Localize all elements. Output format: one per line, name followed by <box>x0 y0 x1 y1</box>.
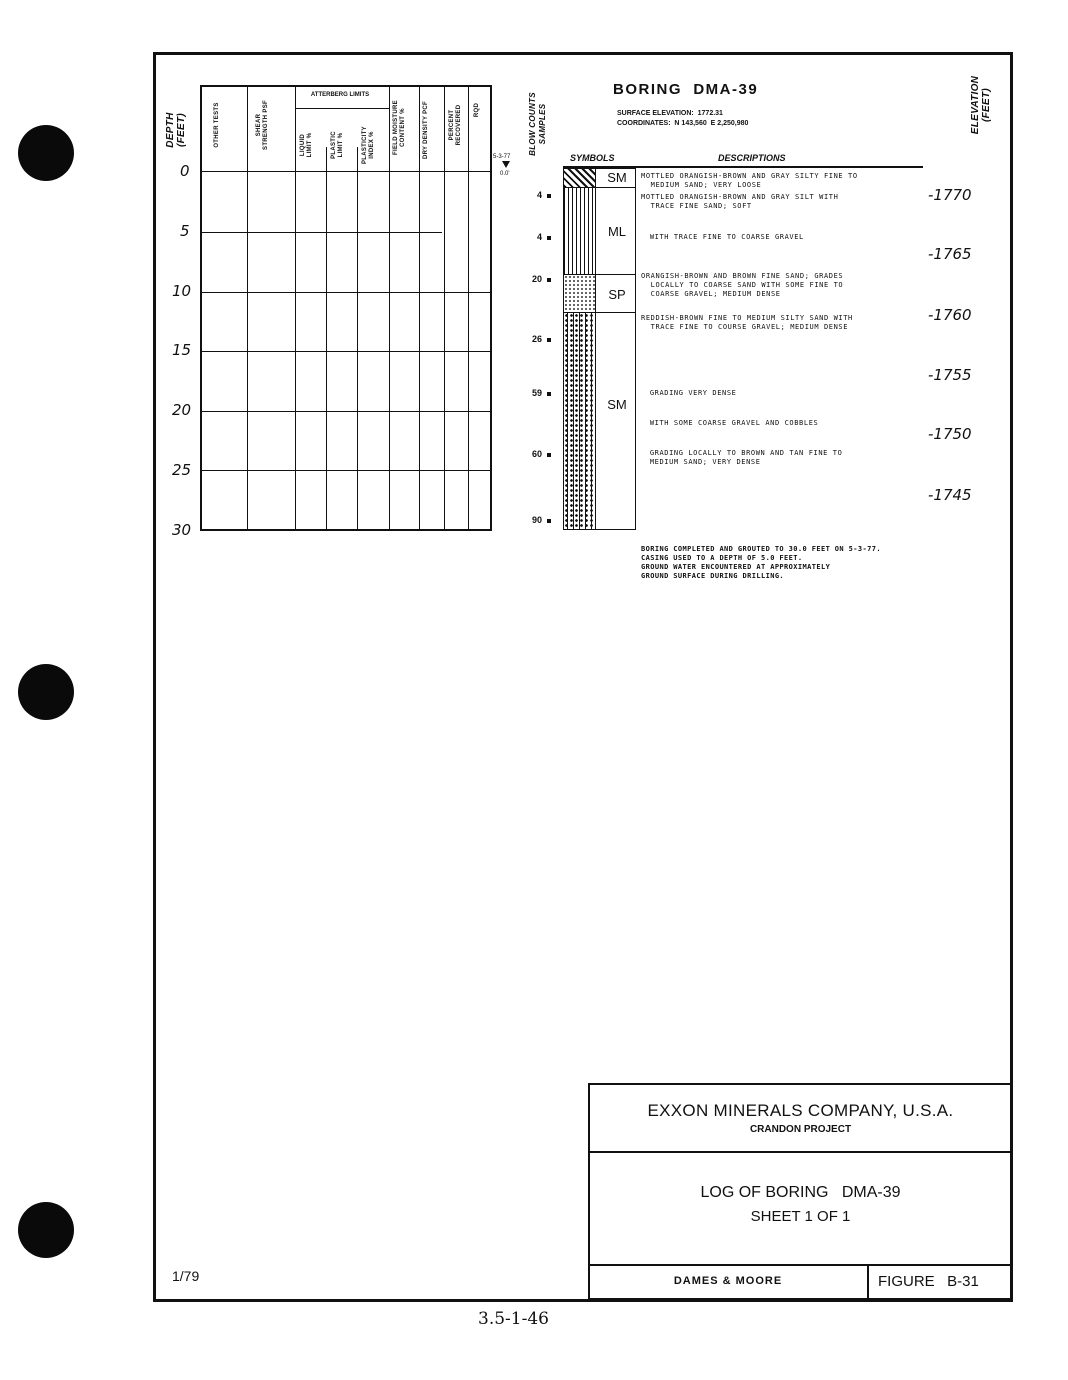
punch-hole-middle <box>18 664 74 720</box>
blow-count: 20 <box>515 274 551 284</box>
log-title: LOG OF BORING DMA-39 <box>700 1184 901 1201</box>
elevation-tick: -1765 <box>928 245 972 263</box>
figure-number: FIGURE B-31 <box>878 1273 979 1290</box>
soil-description: MOTTLED ORANGISH-BROWN AND GRAY SILTY FINE TO MEDIUM SAND; VERY LOOSE <box>641 172 858 189</box>
soil-column-divider <box>595 168 596 530</box>
firm-name: DAMES & MOORE <box>673 1275 783 1287</box>
water-level-icon <box>502 161 510 168</box>
title-block-footer <box>588 1264 1013 1300</box>
elevation-tick: -1755 <box>928 366 972 384</box>
soil-symbol: SP <box>608 287 626 302</box>
elevation-tick: -1750 <box>928 425 972 443</box>
soil-pattern-sm-top <box>564 169 595 188</box>
soil-symbol: SM <box>607 397 627 412</box>
punch-hole-top <box>18 125 74 181</box>
atterberg-header: ATTERBERG LIMITS <box>310 92 370 98</box>
soil-description: GRADING LOCALLY TO BROWN AND TAN FINE TO MEDIUM SAND; VERY DENSE <box>649 449 843 466</box>
other-tests-header: OTHER TESTS <box>214 102 220 148</box>
plastic-limit-header: PLASTIC LIMIT % <box>331 131 344 159</box>
blow-count: 59 <box>515 388 551 398</box>
punch-hole-bottom <box>18 1202 74 1258</box>
symbols-header: SYMBOLS <box>570 153 615 163</box>
soil-description: WITH TRACE FINE TO COARSE GRAVEL <box>645 233 804 241</box>
depth-tick: 20 <box>172 401 192 419</box>
plasticity-index-header: PLASTICITY INDEX % <box>362 126 375 165</box>
blow-count: 26 <box>515 334 551 344</box>
sheet-label: SHEET 1 OF 1 <box>750 1208 851 1225</box>
depth-tick: 15 <box>172 341 192 359</box>
layer-line <box>595 274 636 275</box>
project-name: CRANDON PROJECT <box>749 1124 852 1135</box>
blow-counts-header: BLOW COUNTS SAMPLES <box>528 92 547 156</box>
revision-date: 1/79 <box>172 1268 200 1284</box>
title-block-company <box>588 1083 1013 1153</box>
boring-title: BORING DMA-39 <box>613 81 759 98</box>
shear-strength-header: SHEAR STRENGTH PSF <box>256 100 269 150</box>
depth-tick: 0 <box>180 162 190 180</box>
soil-symbol: ML <box>607 224 627 239</box>
dry-density-header: DRY DENSITY PCF <box>423 100 429 160</box>
soil-pattern-sm-bottom <box>564 313 595 529</box>
soil-pattern-ml <box>564 188 595 275</box>
percent-recovered-header: PERCENT RECOVERED <box>449 104 462 146</box>
lab-test-grid <box>200 85 492 531</box>
elevation-tick: -1770 <box>928 186 972 204</box>
elevation-tick: -1760 <box>928 306 972 324</box>
coordinates: COORDINATES: N 143,560 E 2,250,980 <box>617 120 749 127</box>
field-moisture-header: FIELD MOISTURE CONTENT % <box>393 100 406 155</box>
layer-line <box>595 312 636 313</box>
blow-count: 90 <box>515 515 551 525</box>
rqd-header: RQD <box>474 102 480 118</box>
soil-description: REDDISH-BROWN FINE TO MEDIUM SILTY SAND WITH TRACE FINE TO COURSE GRAVEL; MEDIUM DENSE <box>641 314 853 331</box>
soil-symbol: SM <box>607 170 627 185</box>
elevation-tick: -1745 <box>928 486 972 504</box>
surface-elevation: SURFACE ELEVATION: 1772.31 <box>617 110 723 117</box>
elevation-header: ELEVATION (FEET) <box>970 75 992 135</box>
company-name: EXXON MINERALS COMPANY, U.S.A. <box>647 1101 954 1120</box>
boring-notes: BORING COMPLETED AND GROUTED TO 30.0 FEET ON 5-3-77. CASING USED TO A DEPTH OF 5.0 FEET. GROUND WATER ENCOUNTERED AT APPROXIMATELY GROUND SURFACE DURING DRILLING. <box>641 545 881 580</box>
depth-tick: 25 <box>172 461 192 479</box>
water-date: 5-3-77 <box>493 154 511 160</box>
footer-divider <box>867 1266 869 1300</box>
title-block-log <box>588 1151 1013 1266</box>
blow-count: 4 <box>515 232 551 242</box>
descriptions-header: DESCRIPTIONS <box>718 153 786 163</box>
depth-tick: 10 <box>172 282 192 300</box>
blow-count: 4 <box>515 190 551 200</box>
depth-header: DEPTH (FEET) <box>165 112 187 148</box>
page-number: 3.5-1-46 <box>478 1309 549 1329</box>
depth-tick: 30 <box>172 521 192 539</box>
soil-description: WITH SOME COARSE GRAVEL AND COBBLES <box>645 419 819 427</box>
depth-tick: 5 <box>180 222 190 240</box>
blow-count: 60 <box>515 449 551 459</box>
layer-line <box>595 187 636 188</box>
soil-pattern-sp <box>564 275 595 313</box>
soil-description: GRADING VERY DENSE <box>645 389 737 397</box>
water-depth: 0.0' <box>500 171 510 177</box>
soil-description: MOTTLED ORANGISH-BROWN AND GRAY SILT WITH TRACE FINE SAND; SOFT <box>641 193 839 210</box>
liquid-limit-header: LIQUID LIMIT % <box>300 132 313 158</box>
soil-description: ORANGISH-BROWN AND BROWN FINE SAND; GRADES LOCALLY TO COARSE SAND WITH SOME FINE TO COARSE GRAVEL; MEDIUM DENSE <box>641 272 844 298</box>
